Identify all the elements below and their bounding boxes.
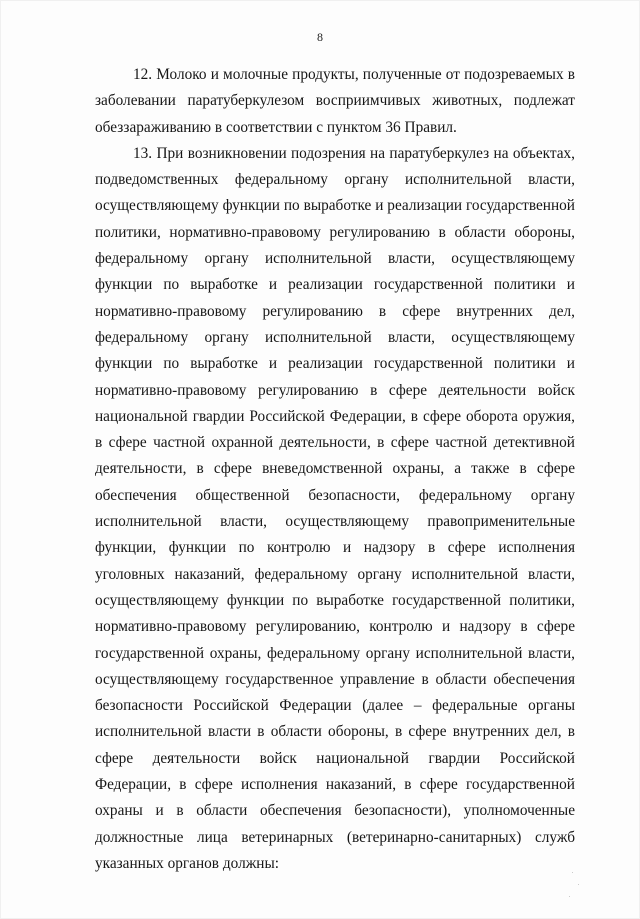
page-number: 8 [317,30,323,44]
scan-speck [572,872,573,873]
document-body [95,62,575,877]
paragraph-13: 13. При возникновении подозрения на паратуберкулез на объектах, подведомственных федеральному органу исполнительной власти, осуществляющему функции по выработке и реализации государственной политики, нормативно-правовому регулированию в области обороны, федеральному органу исполнительной власти, осуществляющему функции по выработке и реализации государственной политики и нормативно-правовому регулированию в сфере внутренних дел, федеральному органу исполнительной власти, осуществляющему функции по выработке и реализации государственной политики и нормативно-правовому регулированию в сфере деятельности войск национальной гвардии Российской Федерации, в сфере оборота оружия, в сфере частной охранной деятельности, в сфере частной детективной деятельности, в сфере вневедомственной охраны, а также в сфере обеспечения общественной безопасности, федеральному органу исполнительной власти, осуществляющему правоприменительные функции, функции по контролю и надзору в сфере исполнения уголовных наказаний, федеральному органу исполнительной власти, осуществляющему функции по выработке государственной политики, нормативно-правовому регулированию, контролю и надзору в сфере государственной охраны, федеральному органу исполнительной власти, осуществляющему государственное управление в области обеспечения безопасности Российской Федерации (далее – федеральные органы исполнительной власти в области обороны, в сфере внутренних дел, в сфере деятельности войск национальной гвардии Российской Федерации, в сфере исполнения наказаний, в сфере государственной охраны и в области обеспечения безопасности), уполномоченные должностные лица ветеринарных (ветеринарно-санитарных) служб указанных органов должны: [95,144,575,872]
scan-speck [578,884,579,885]
scan-speck [569,896,570,897]
paragraph-12: 12. Молоко и молочные продукты, полученные от подозреваемых в заболевании паратуберкулезом восприимчивых животных, подлежат обеззараживанию в соответствии с пунктом 36 Правил. [95,66,575,136]
